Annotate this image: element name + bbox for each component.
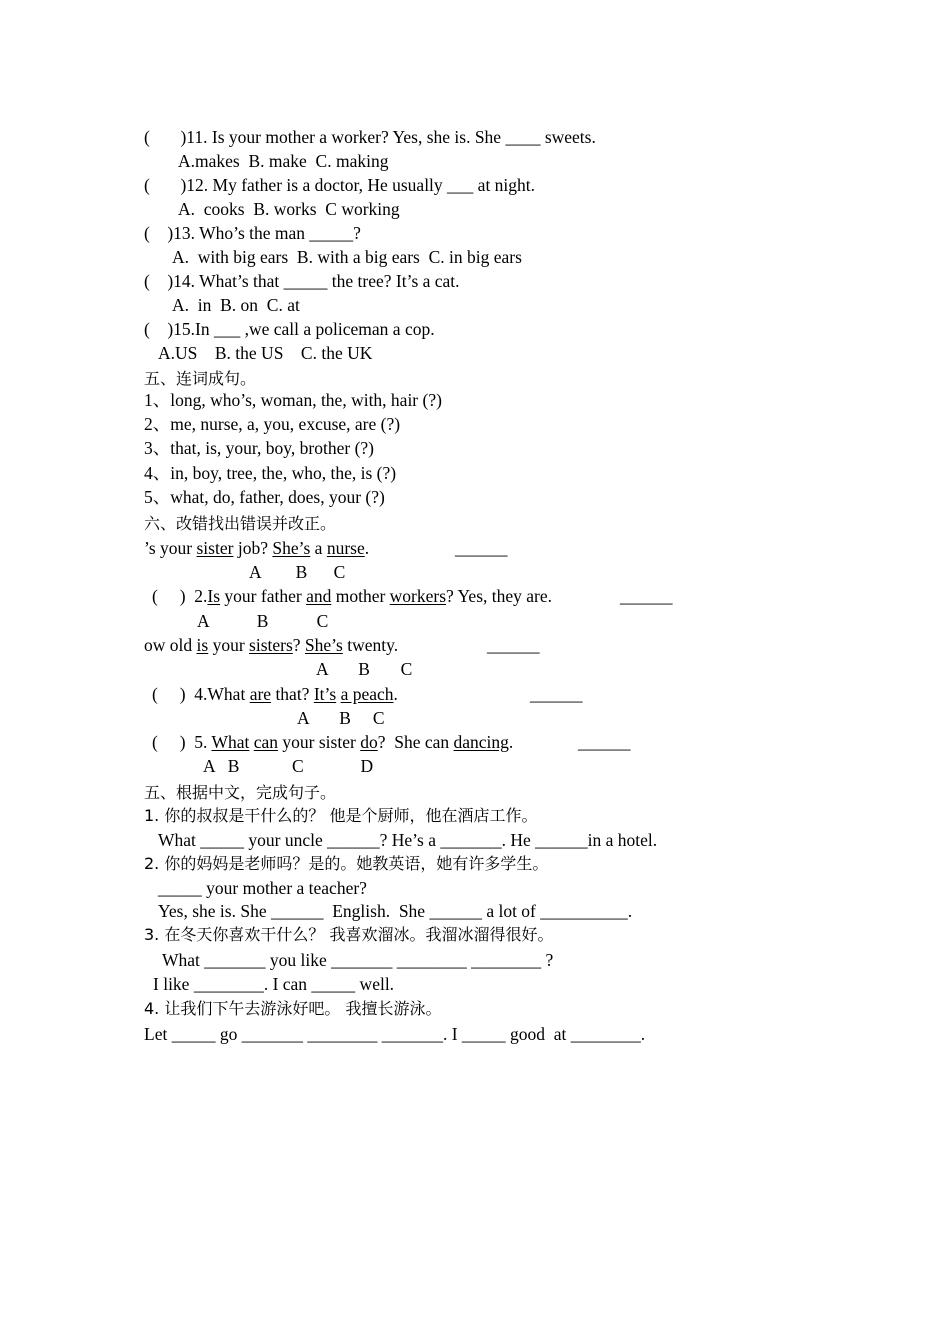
word-order-item-3: 3、that, is, your, boy, brother (?)	[144, 438, 374, 458]
translation-sentence-3b: I like ________. I can _____ well.	[153, 974, 395, 994]
word-order-item-2: 2、me, nurse, a, you, excuse, are (?)	[144, 414, 401, 434]
section-heading-error-correction: 六、改错找出错误并改正。	[144, 514, 337, 533]
question-15-options: A.US B. the US C. the UK	[158, 343, 373, 363]
question-13: ( )13. Who’s the man _____?	[144, 223, 361, 243]
answer-blank-4[interactable]: ______	[530, 684, 583, 704]
error-sentence-4: ( ) 4.What are that? It’s a peach.	[152, 684, 398, 704]
section-heading-word-order: 五、连词成句。	[144, 369, 257, 388]
question-14: ( )14. What’s that _____ the tree? It’s a cat.	[144, 271, 460, 291]
translation-sentence-2b: Yes, she is. She ______ English. She ______ a lot of __________.	[158, 901, 633, 921]
answer-blank-2[interactable]: ______	[620, 586, 673, 606]
option-letters-4: A B C	[297, 708, 385, 728]
answer-blank-5[interactable]: ______	[578, 732, 631, 752]
question-15: ( )15.In ___ ,we call a policeman a cop.	[144, 319, 435, 339]
translation-sentence-3a: What _______ you like _______ ________ ________ ?	[162, 950, 554, 970]
word-order-item-4: 4、in, boy, tree, the, who, the, is (?)	[144, 463, 397, 483]
translation-prompt-1: 1. 你的叔叔是干什么的？ 他是个厨师，他在酒店工作。	[144, 806, 538, 825]
option-letters-3: A B C	[316, 659, 413, 679]
question-11: ( )11. Is your mother a worker? Yes, she is. She ____ sweets.	[144, 127, 596, 147]
error-sentence-2: ( ) 2.Is your father and mother workers? Yes, they are.	[152, 586, 552, 606]
translation-sentence-4: Let _____ go _______ ________ _______. I _____ good at ________.	[144, 1024, 646, 1044]
error-sentence-3: ow old is your sisters? She’s twenty.	[144, 635, 399, 655]
translation-sentence-2a: _____ your mother a teacher?	[158, 878, 367, 898]
section-heading-complete-sentences: 五、根据中文，完成句子。	[144, 783, 337, 802]
question-13-options: A. with big ears B. with a big ears C. in big ears	[172, 247, 522, 267]
answer-blank-3[interactable]: ______	[487, 635, 540, 655]
question-12: ( )12. My father is a doctor, He usually ___ at night.	[144, 175, 536, 195]
option-letters-2: A B C	[197, 611, 329, 631]
option-letters-1: A B C	[249, 562, 346, 582]
translation-prompt-2: 2. 你的妈妈是老师吗？是的。她教英语，她有许多学生。	[144, 854, 549, 873]
question-12-options: A. cooks B. works C working	[178, 199, 400, 219]
word-order-item-1: 1、long, who’s, woman, the, with, hair (?)	[144, 390, 442, 410]
error-sentence-1: ’s your sister job? She’s a nurse.	[144, 538, 370, 558]
translation-prompt-3: 3. 在冬天你喜欢干什么？ 我喜欢溜冰。我溜冰溜得很好。	[144, 925, 554, 944]
word-order-item-5: 5、what, do, father, does, your (?)	[144, 487, 385, 507]
translation-prompt-4: 4. 让我们下午去游泳好吧。 我擅长游泳。	[144, 999, 442, 1018]
translation-sentence-1: What _____ your uncle ______? He’s a _______. He ______in a hotel.	[158, 830, 658, 850]
question-14-options: A. in B. on C. at	[172, 295, 300, 315]
question-11-options: A.makes B. make C. making	[178, 151, 389, 171]
answer-blank-1[interactable]: ______	[455, 538, 508, 558]
error-sentence-5: ( ) 5. What can your sister do? She can dancing.	[152, 732, 514, 752]
option-letters-5: A B C D	[203, 756, 374, 776]
